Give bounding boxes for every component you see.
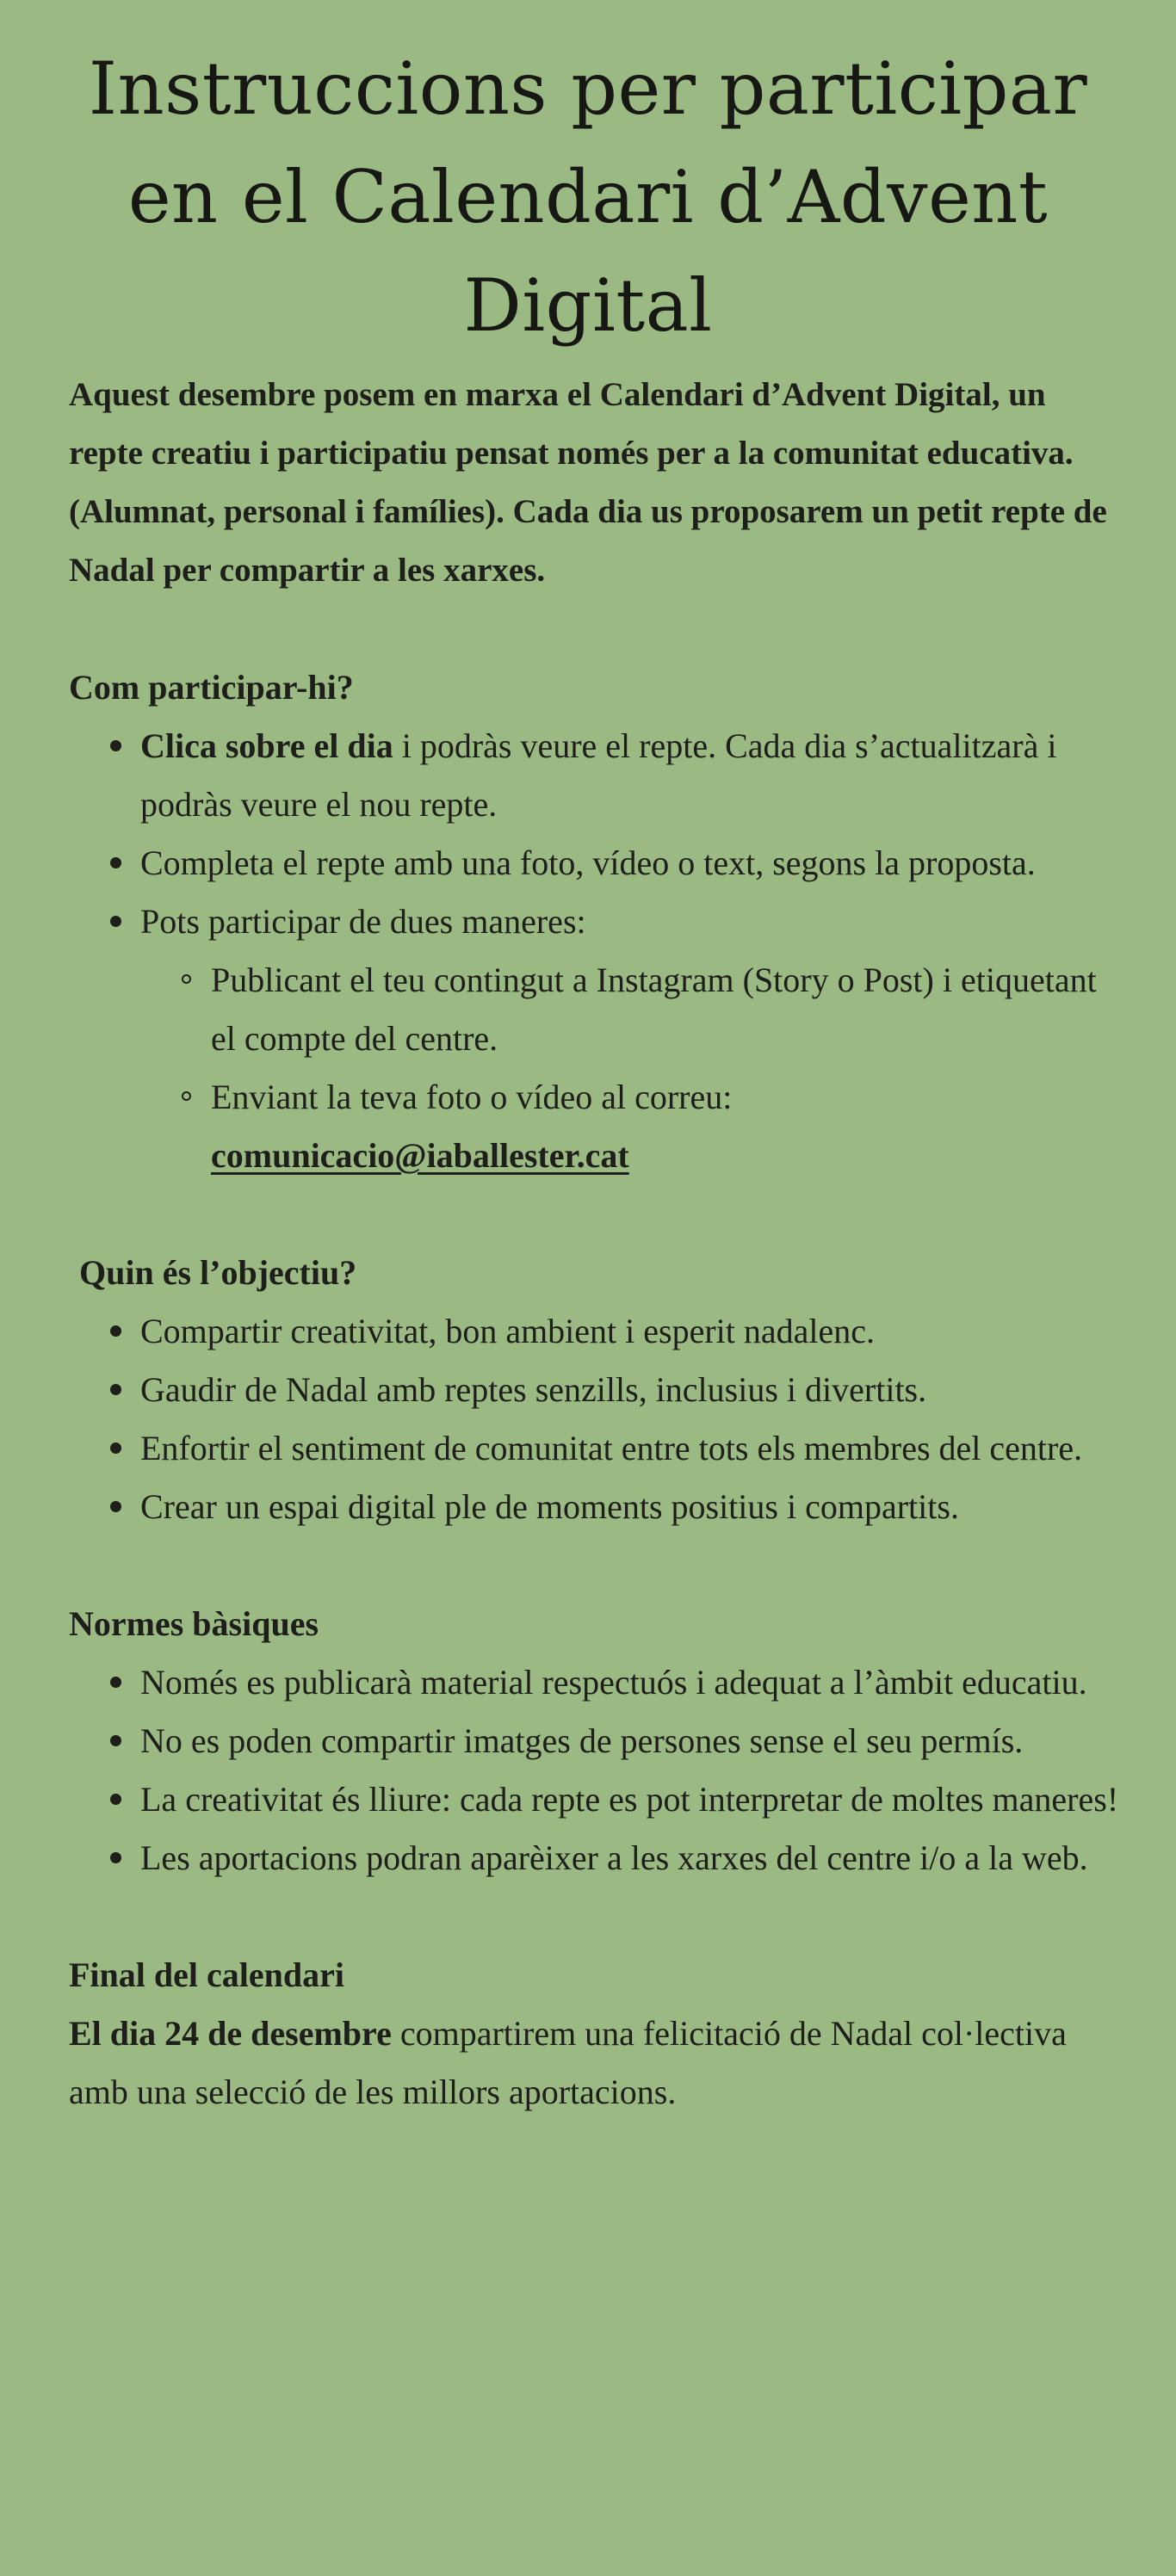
participate-sub2-text: Enviant la teva foto o vídeo al correu: (211, 1078, 733, 1116)
content (69, 366, 1128, 2122)
email-link[interactable]: comunicacio@iaballester.cat (211, 1136, 629, 1175)
page-title: Instruccions per participar en el Calendari d’Advent Digital (88, 46, 1088, 348)
list-item: Compartir creativitat, bon ambient i esperit nadalenc. (140, 1302, 1128, 1361)
final-paragraph (69, 2005, 1128, 2122)
list-item (140, 717, 1128, 834)
participate-item3-text: Pots participar de dues maneres: (140, 902, 586, 941)
rules-heading: Normes bàsiques (69, 1604, 319, 1643)
list-item: Només es publicarà material respectuós i adequat a l’àmbit educatiu. (140, 1653, 1128, 1712)
list-item (140, 834, 1128, 893)
sub-list-item (211, 1068, 1128, 1185)
participate-list (69, 717, 1128, 1185)
intro-paragraph: Aquest desembre posem en marxa el Calendari d’Advent Digital, un repte creatiu i participatiu pensat només per a la comunitat educativa. (Alumnat, personal i famílies). Cada dia us proposarem un petit repte de Nadal per compartir a les xarxes. (69, 376, 1107, 589)
list-item: Crear un espai digital ple de moments positius i compartits. (140, 1478, 1128, 1536)
participate-sub1-text: Publicant el teu contingut a Instagram (Story o Post) i etiquetant el compte del centre. (211, 961, 1097, 1058)
final-text: compartirem una felicitació de Nadal col·lectiva amb una selecció de les millors aportacions. (69, 2014, 1067, 2111)
list-item: Les aportacions podran aparèixer a les xarxes del centre i/o a la web. (140, 1829, 1128, 1887)
objective-list (69, 1302, 1128, 1536)
final-bold: El dia 24 de desembre (69, 2014, 392, 2053)
list-item (140, 893, 1128, 1185)
list-item: No es poden compartir imatges de persones sense el seu permís. (140, 1712, 1128, 1770)
participate-item2-text: Completa el repte amb una foto, vídeo o text, segons la proposta. (140, 843, 1036, 882)
list-item: Gaudir de Nadal amb reptes senzills, inclusius i divertits. (140, 1361, 1128, 1419)
sub-list-item (211, 951, 1128, 1068)
objective-heading: Quin és l’objectiu? (79, 1253, 357, 1292)
list-item: La creativitat és lliure: cada repte es pot interpretar de moltes maneres! (140, 1770, 1128, 1829)
final-heading: Final del calendari (69, 1955, 344, 1994)
participate-heading: Com participar-hi? (69, 668, 354, 707)
rules-list (69, 1653, 1128, 1887)
list-item: Enfortir el sentiment de comunitat entre tots els membres del centre. (140, 1419, 1128, 1478)
participate-sub-list (140, 951, 1128, 1185)
participate-item1-bold: Clica sobre el dia (140, 726, 393, 765)
participate-item1-text: i podràs veure el repte. Cada dia s’actualitzarà i podràs veure el nou repte. (140, 726, 1057, 824)
